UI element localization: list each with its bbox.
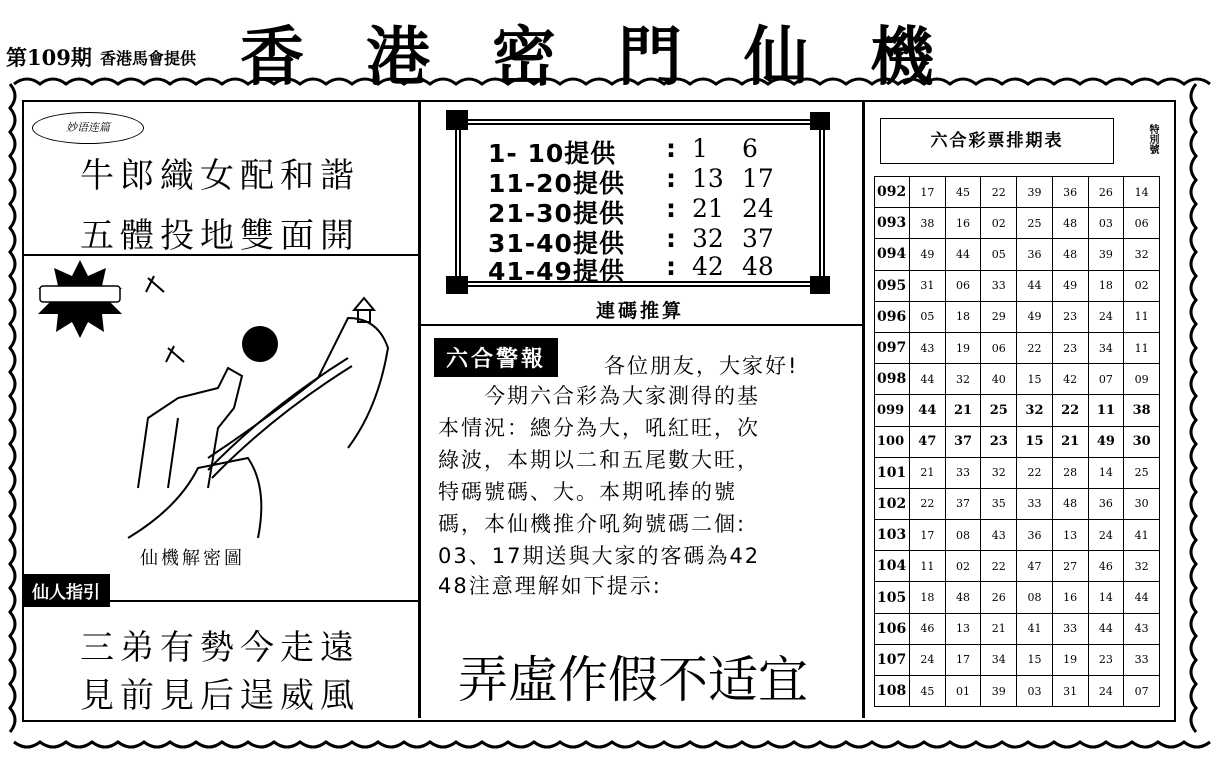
number-cell: 03 [1017,676,1053,707]
table-row [875,676,1160,707]
schedule-title: 六合彩票排期表 [880,118,1114,164]
number-cell: 36 [1088,488,1124,519]
greeting: 各位朋友，大家好! [604,354,799,378]
number-cell: 05 [981,239,1017,270]
range-a-5: 42 [692,252,724,281]
number-cell: 41 [1017,613,1053,644]
number-cell: 32 [1124,551,1160,582]
range-b-5: 48 [742,252,774,281]
issue-cell: 093 [875,208,910,239]
issue-cell: 095 [875,270,910,301]
table-row [875,395,1160,426]
table-row [875,488,1160,519]
range-row-3: 21-30提供 [488,199,625,228]
range-row-5: 41-49提供 [488,257,625,286]
number-cell: 13 [1052,520,1088,551]
provider-label: 香港馬會提供 [100,49,197,68]
number-cell: 18 [945,301,981,332]
number-cell: 24 [1088,676,1124,707]
number-cell: 48 [945,582,981,613]
number-cell: 32 [981,457,1017,488]
number-cell: 17 [910,520,946,551]
number-cell: 14 [1088,457,1124,488]
number-cell: 30 [1124,488,1160,519]
number-cell: 23 [1052,332,1088,363]
number-cell: 08 [1017,582,1053,613]
number-cell: 38 [1124,395,1160,426]
number-cell: 44 [910,364,946,395]
page-title: 香港密門仙機 [240,21,996,95]
number-cell: 24 [910,644,946,675]
number-cell: 14 [1088,582,1124,613]
table-row [875,644,1160,675]
number-cell: 44 [1124,582,1160,613]
number-cell: 22 [1052,395,1088,426]
table-row [875,208,1160,239]
issue-cell: 101 [875,457,910,488]
issue-cell: 098 [875,364,910,395]
number-cell: 22 [910,488,946,519]
issue-number: 第109期 [6,45,92,70]
range-colon-2: : [666,164,677,193]
poem2-line1: 三弟有勢今走遠 [80,628,360,668]
range-a-3: 21 [692,194,724,223]
number-cell: 11 [1124,332,1160,363]
number-cell: 27 [1052,551,1088,582]
number-cell: 11 [1088,395,1124,426]
number-cell: 01 [945,676,981,707]
table-row [875,301,1160,332]
number-cell: 47 [910,426,946,457]
issue-cell: 092 [875,177,910,208]
illustration-caption: 仙機解密圖 [140,548,245,569]
number-cell: 21 [910,457,946,488]
number-cell: 26 [1088,177,1124,208]
table-row [875,520,1160,551]
number-cell: 11 [1124,301,1160,332]
range-row-1: 1- 10提供 [488,139,617,168]
number-cell: 37 [945,488,981,519]
number-cell: 22 [1017,457,1053,488]
number-cell: 38 [910,208,946,239]
number-cell: 31 [910,270,946,301]
number-cell: 11 [910,551,946,582]
number-cell: 25 [981,395,1017,426]
table-row [875,177,1160,208]
number-cell: 40 [981,364,1017,395]
poem1-line1: 牛郎織女配和諧 [80,156,360,196]
number-cell: 21 [1052,426,1088,457]
number-cell: 24 [1088,301,1124,332]
number-cell: 06 [1124,208,1160,239]
number-cell: 25 [1017,208,1053,239]
body-line-4: 特碼號碼、大。本期吼捧的號 [438,480,737,504]
number-cell: 33 [945,457,981,488]
number-cell: 23 [981,426,1017,457]
body-line-7: 48注意理解如下提示: [438,574,662,598]
range-row-4: 31-40提供 [488,229,625,258]
number-cell: 45 [910,676,946,707]
range-a-4: 32 [692,224,724,253]
table-row [875,613,1160,644]
number-cell: 35 [981,488,1017,519]
table-row [875,551,1160,582]
number-cell: 39 [981,676,1017,707]
number-cell: 36 [1017,239,1053,270]
table-row [875,582,1160,613]
issue-cell: 094 [875,239,910,270]
column-divider-right [862,100,865,718]
number-cell: 49 [910,239,946,270]
wavy-border-bottom [14,742,1210,747]
body-line-6: 03、17期送與大家的客碼為42 [438,544,761,568]
table-row [875,239,1160,270]
range-colon-1: : [666,134,677,163]
number-cell: 06 [945,270,981,301]
number-cell: 30 [1124,426,1160,457]
schedule-side-label: 特別號 [1147,124,1158,154]
number-cell: 47 [1017,551,1053,582]
table-row [875,457,1160,488]
number-cell: 32 [1017,395,1053,426]
number-cell: 48 [1052,239,1088,270]
number-cell: 24 [1088,520,1124,551]
number-cell: 03 [1088,208,1124,239]
number-cell: 39 [1017,177,1053,208]
schedule-table [874,176,1160,707]
number-cell: 18 [910,582,946,613]
starburst-icon [38,260,122,338]
range-colon-4: : [666,224,677,253]
number-cell: 18 [1088,270,1124,301]
issue-cell: 097 [875,332,910,363]
table-row [875,270,1160,301]
alarm-label: 六合警報 [434,338,558,377]
range-b-4: 37 [742,224,774,253]
number-cell: 02 [945,551,981,582]
guide-label: 仙人指引 [22,574,110,607]
pagoda-icon [354,298,374,322]
number-cell: 31 [1052,676,1088,707]
number-cell: 15 [1017,364,1053,395]
range-b-2: 17 [742,164,774,193]
number-cell: 09 [1124,364,1160,395]
range-row-2: 11-20提供 [488,169,625,198]
number-cell: 43 [1124,613,1160,644]
range-a-1: 1 [692,134,708,163]
bridge-icon [208,358,352,478]
number-cell: 16 [1052,582,1088,613]
number-cell: 29 [981,301,1017,332]
number-cell: 25 [1124,457,1160,488]
body-line-5: 碼，本仙機推介吼夠號碼二個: [438,512,747,536]
number-cell: 17 [910,177,946,208]
range-a-2: 13 [692,164,724,193]
number-cell: 36 [1017,520,1053,551]
illustration [28,258,414,548]
table-row [875,364,1160,395]
number-cell: 23 [1052,301,1088,332]
number-cell: 49 [1052,270,1088,301]
number-cell: 17 [945,644,981,675]
number-cell: 39 [1088,239,1124,270]
number-cell: 21 [981,613,1017,644]
wavy-border-left [10,84,15,732]
number-cell: 33 [981,270,1017,301]
number-cell: 43 [981,520,1017,551]
number-cell: 05 [910,301,946,332]
number-cell: 23 [1088,644,1124,675]
number-cell: 33 [1017,488,1053,519]
number-cell: 48 [1052,488,1088,519]
poem1-line2: 五體投地雙面開 [80,216,360,256]
number-cell: 06 [981,332,1017,363]
range-b-1: 6 [742,134,758,163]
number-cell: 33 [1052,613,1088,644]
issue-cell: 103 [875,520,910,551]
deer-icon [138,368,242,488]
issue-cell: 104 [875,551,910,582]
wavy-border-top [14,79,1210,84]
issue-cell: 100 [875,426,910,457]
wavy-border-right [1191,84,1196,732]
number-cell: 36 [1052,177,1088,208]
issue-cell: 096 [875,301,910,332]
number-cell: 49 [1017,301,1053,332]
number-cell: 33 [1124,644,1160,675]
number-cell: 07 [1088,364,1124,395]
number-cell: 14 [1124,177,1160,208]
table-row [875,426,1160,457]
number-cell: 08 [945,520,981,551]
number-cell: 02 [981,208,1017,239]
issue-cell: 102 [875,488,910,519]
range-colon-5: : [666,252,677,281]
range-b-3: 24 [742,194,774,223]
number-cell: 26 [981,582,1017,613]
range-caption: 連碼推算 [596,300,685,322]
number-cell: 32 [1124,239,1160,270]
number-cell: 02 [1124,270,1160,301]
number-cell: 45 [945,177,981,208]
number-cell: 15 [1017,644,1053,675]
body-line-1: 今期六合彩為大家測得的基 [438,384,760,408]
number-cell: 34 [1088,332,1124,363]
dragonfly-icon [146,276,184,362]
poem2-line2: 見前見后逞威風 [80,676,360,716]
number-cell: 43 [910,332,946,363]
number-cell: 19 [945,332,981,363]
number-cell: 34 [981,644,1017,675]
sun-icon [243,327,277,361]
number-cell: 22 [981,551,1017,582]
number-cell: 41 [1124,520,1160,551]
number-cell: 44 [1088,613,1124,644]
number-cell: 21 [945,395,981,426]
issue-cell: 108 [875,676,910,707]
issue-cell: 105 [875,582,910,613]
badge: 妙语连篇 [32,112,144,144]
number-cell: 32 [945,364,981,395]
table-row [875,332,1160,363]
range-colon-3: : [666,194,677,223]
number-cell: 22 [981,177,1017,208]
issue-cell: 099 [875,395,910,426]
issue-cell: 107 [875,644,910,675]
number-cell: 19 [1052,644,1088,675]
number-cell: 28 [1052,457,1088,488]
number-cell: 42 [1052,364,1088,395]
number-cell: 37 [945,426,981,457]
number-cell: 46 [1088,551,1124,582]
number-cell: 16 [945,208,981,239]
issue-cell: 106 [875,613,910,644]
number-cell: 44 [1017,270,1053,301]
number-cell: 46 [910,613,946,644]
number-cell: 22 [1017,332,1053,363]
column-divider-left [418,100,421,718]
body-line-3: 綠波，本期以二和五尾數大旺， [438,448,760,472]
number-cell: 15 [1017,426,1053,457]
number-cell: 44 [945,239,981,270]
number-cell: 44 [910,395,946,426]
body-line-2: 本情況：總分為大，吼紅旺，次 [438,416,760,440]
number-cell: 13 [945,613,981,644]
number-cell: 48 [1052,208,1088,239]
number-cell: 07 [1124,676,1160,707]
middle-divider [421,324,862,326]
number-cell: 49 [1088,426,1124,457]
slogan: 弄虛作假不适宜 [458,651,808,709]
